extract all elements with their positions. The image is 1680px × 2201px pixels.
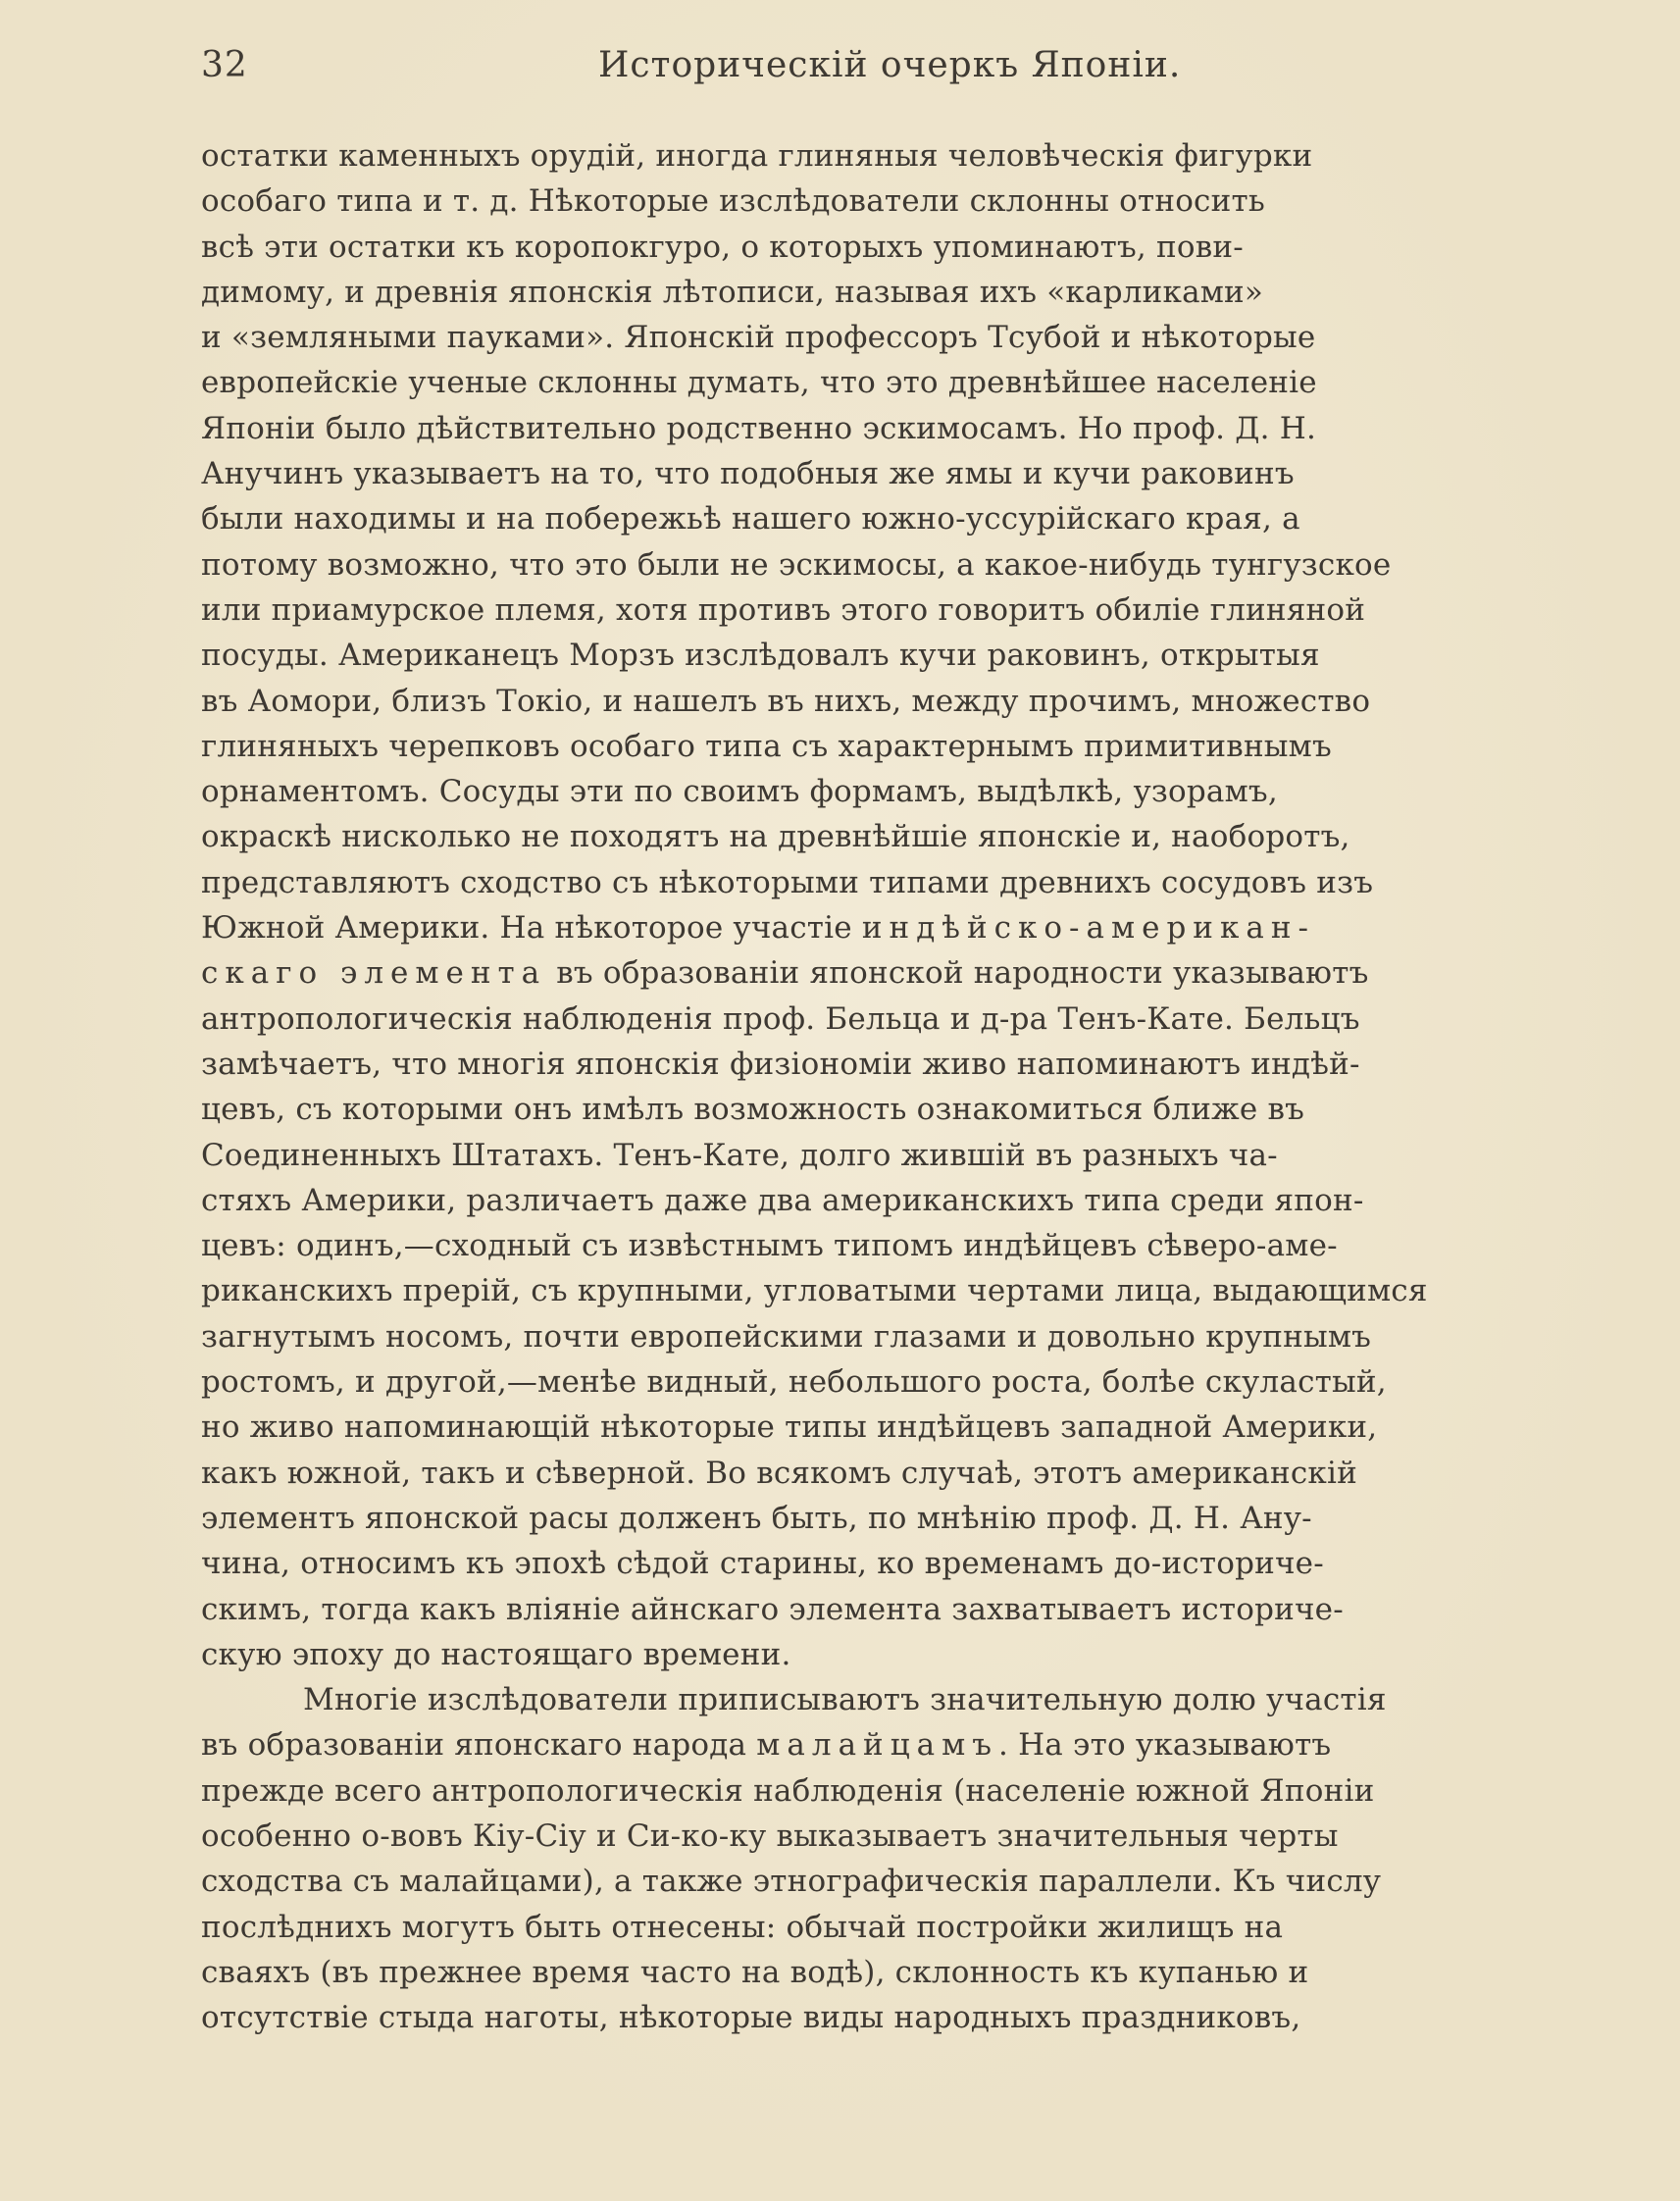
text-line: скую эпоху до настоящаго времени.: [201, 1636, 791, 1672]
text-line: Японiи было дѣйствительно родственно эскимосамъ. Но проф. Д. Н.: [201, 410, 1317, 446]
text-line: и «земляными пауками». Японскiй профессоръ Тсубой и нѣкоторые: [201, 320, 1316, 356]
spaced-emphasis: малайцамъ: [756, 1727, 998, 1764]
text-line: окраскѣ нисколько не походятъ на древнѣйшiе японскiе и, наоборотъ,: [201, 819, 1350, 855]
text-line: какъ южной, такъ и сѣверной. Во всякомъ случаѣ, этотъ американскiй: [201, 1455, 1357, 1491]
text-segment: . На это указываютъ: [997, 1727, 1332, 1764]
text-segment: Южной Америки. На нѣкоторое участiе: [201, 910, 862, 947]
text-line: [201, 1722, 1574, 1767]
text-line: глиняныхъ черепковъ особаго типа съ характернымъ примитивнымъ: [201, 728, 1332, 764]
text-line: послѣднихъ могутъ быть отнесены: обычай постройки жилищъ на: [201, 1909, 1284, 1945]
text-line: сваяхъ (въ прежнее время часто на водѣ), склонность къ купанью и: [201, 1954, 1309, 1990]
running-title: Историческiй очеркъ Японiи.: [598, 45, 1182, 85]
text-line: скимъ, тогда какъ влiянiе айнскаго элемента захватываетъ историче-: [201, 1591, 1344, 1627]
body-text: [201, 133, 1574, 2040]
text-line: чина, относимъ къ эпохѣ сѣдой старины, ко временамъ до-историче-: [201, 1546, 1324, 1582]
text-line: особаго типа и т. д. Нѣкоторые изслѣдователи склонны относить: [201, 183, 1265, 220]
text-line: [201, 905, 1574, 950]
spaced-emphasis: скаго элемента: [201, 955, 547, 992]
spaced-emphasis: индѣйско-американ-: [861, 910, 1315, 947]
text-line: орнаментомъ. Сосуды эти по своимъ формамъ, выдѣлкѣ, узорамъ,: [201, 774, 1278, 810]
text-line: цевъ: одинъ,—сходный съ извѣстнымъ типомъ индѣйцевъ сѣверо-аме-: [201, 1228, 1338, 1264]
text-line: сходства съ малайцами), а также этнографическiя параллели. Къ числу: [201, 1864, 1382, 1900]
text-line: антропологическiя наблюденiя проф. Бельца и д-ра Тенъ-Кате. Бельцъ: [201, 1000, 1360, 1037]
text-line: димому, и древнiя японскiя лѣтописи, называя ихъ «карликами»: [201, 274, 1264, 310]
text-line: Соединенныхъ Штатахъ. Тенъ-Кате, долго жившiй въ разныхъ ча-: [201, 1137, 1278, 1173]
text-line: загнутымъ носомъ, почти европейскими глазами и довольно крупнымъ: [201, 1318, 1372, 1355]
text-line: риканскихъ прерiй, съ крупными, угловатыми чертами лица, выдающимся: [201, 1273, 1428, 1309]
text-line: цевъ, съ которыми онъ имѣлъ возможность ознакомиться ближе въ: [201, 1092, 1305, 1128]
text-line: Анучинъ указываетъ на то, что подобныя же ямы и кучи раковинъ: [201, 456, 1295, 492]
text-line: въ Аомори, близъ Токiо, и нашелъ въ нихъ, между прочимъ, множество: [201, 683, 1371, 719]
page-number: 32: [201, 45, 248, 85]
text-line: прежде всего антропологическiя наблюденiя (населенiе южной Японiи: [201, 1772, 1375, 1809]
text-line: [201, 950, 1574, 996]
paragraph-first-line: Многiе изслѣдователи приписываютъ значительную долю участiя: [303, 1682, 1387, 1718]
text-line: элементъ японской расы долженъ быть, по мнѣнiю проф. Д. Н. Ану-: [201, 1500, 1312, 1536]
text-line: но живо напоминающiй нѣкоторые типы индѣйцевъ западной Америки,: [201, 1409, 1378, 1446]
text-line: остатки каменныхъ орудiй, иногда глиняныя человѣческiя фигурки: [201, 138, 1313, 174]
text-line: или приамурское племя, хотя противъ этого говоритъ обилiе глиняной: [201, 591, 1366, 628]
text-line: были находимы и на побережьѣ нашего южно-уссурiйскаго края, а: [201, 501, 1300, 537]
text-line: отсутствiе стыда наготы, нѣкоторые виды народныхъ праздниковъ,: [201, 2000, 1301, 2036]
page-header: [201, 45, 1574, 104]
text-line: особенно о-вовъ Кiу-Сiу и Си-ко-ку выказываетъ значительныя черты: [201, 1817, 1339, 1854]
text-line: представляютъ сходство съ нѣкоторыми типами древнихъ сосудовъ изъ: [201, 864, 1374, 900]
text-segment: въ образованiи японской народности указываютъ: [546, 955, 1369, 992]
text-line: европейскiе ученые склонны думать, что это древнѣйшее населенiе: [201, 365, 1317, 401]
text-line: замѣчаетъ, что многiя японскiя физiономiи живо напоминаютъ индѣй-: [201, 1046, 1360, 1082]
text-line: всѣ эти остатки къ коропокгуро, о которыхъ упоминаютъ, пови-: [201, 229, 1244, 265]
text-line: ростомъ, и другой,—менѣе видный, небольшого роста, болѣе скуластый,: [201, 1364, 1387, 1401]
text-segment: въ образованiи японскаго народа: [201, 1727, 757, 1764]
text-line: потому возможно, что это были не эскимосы, а какое-нибудь тунгузское: [201, 546, 1392, 583]
text-line: посуды. Американецъ Морзъ изслѣдовалъ кучи раковинъ, открытыя: [201, 638, 1320, 674]
text-line: стяхъ Америки, различаетъ даже два американскихъ типа среди япон-: [201, 1182, 1364, 1218]
